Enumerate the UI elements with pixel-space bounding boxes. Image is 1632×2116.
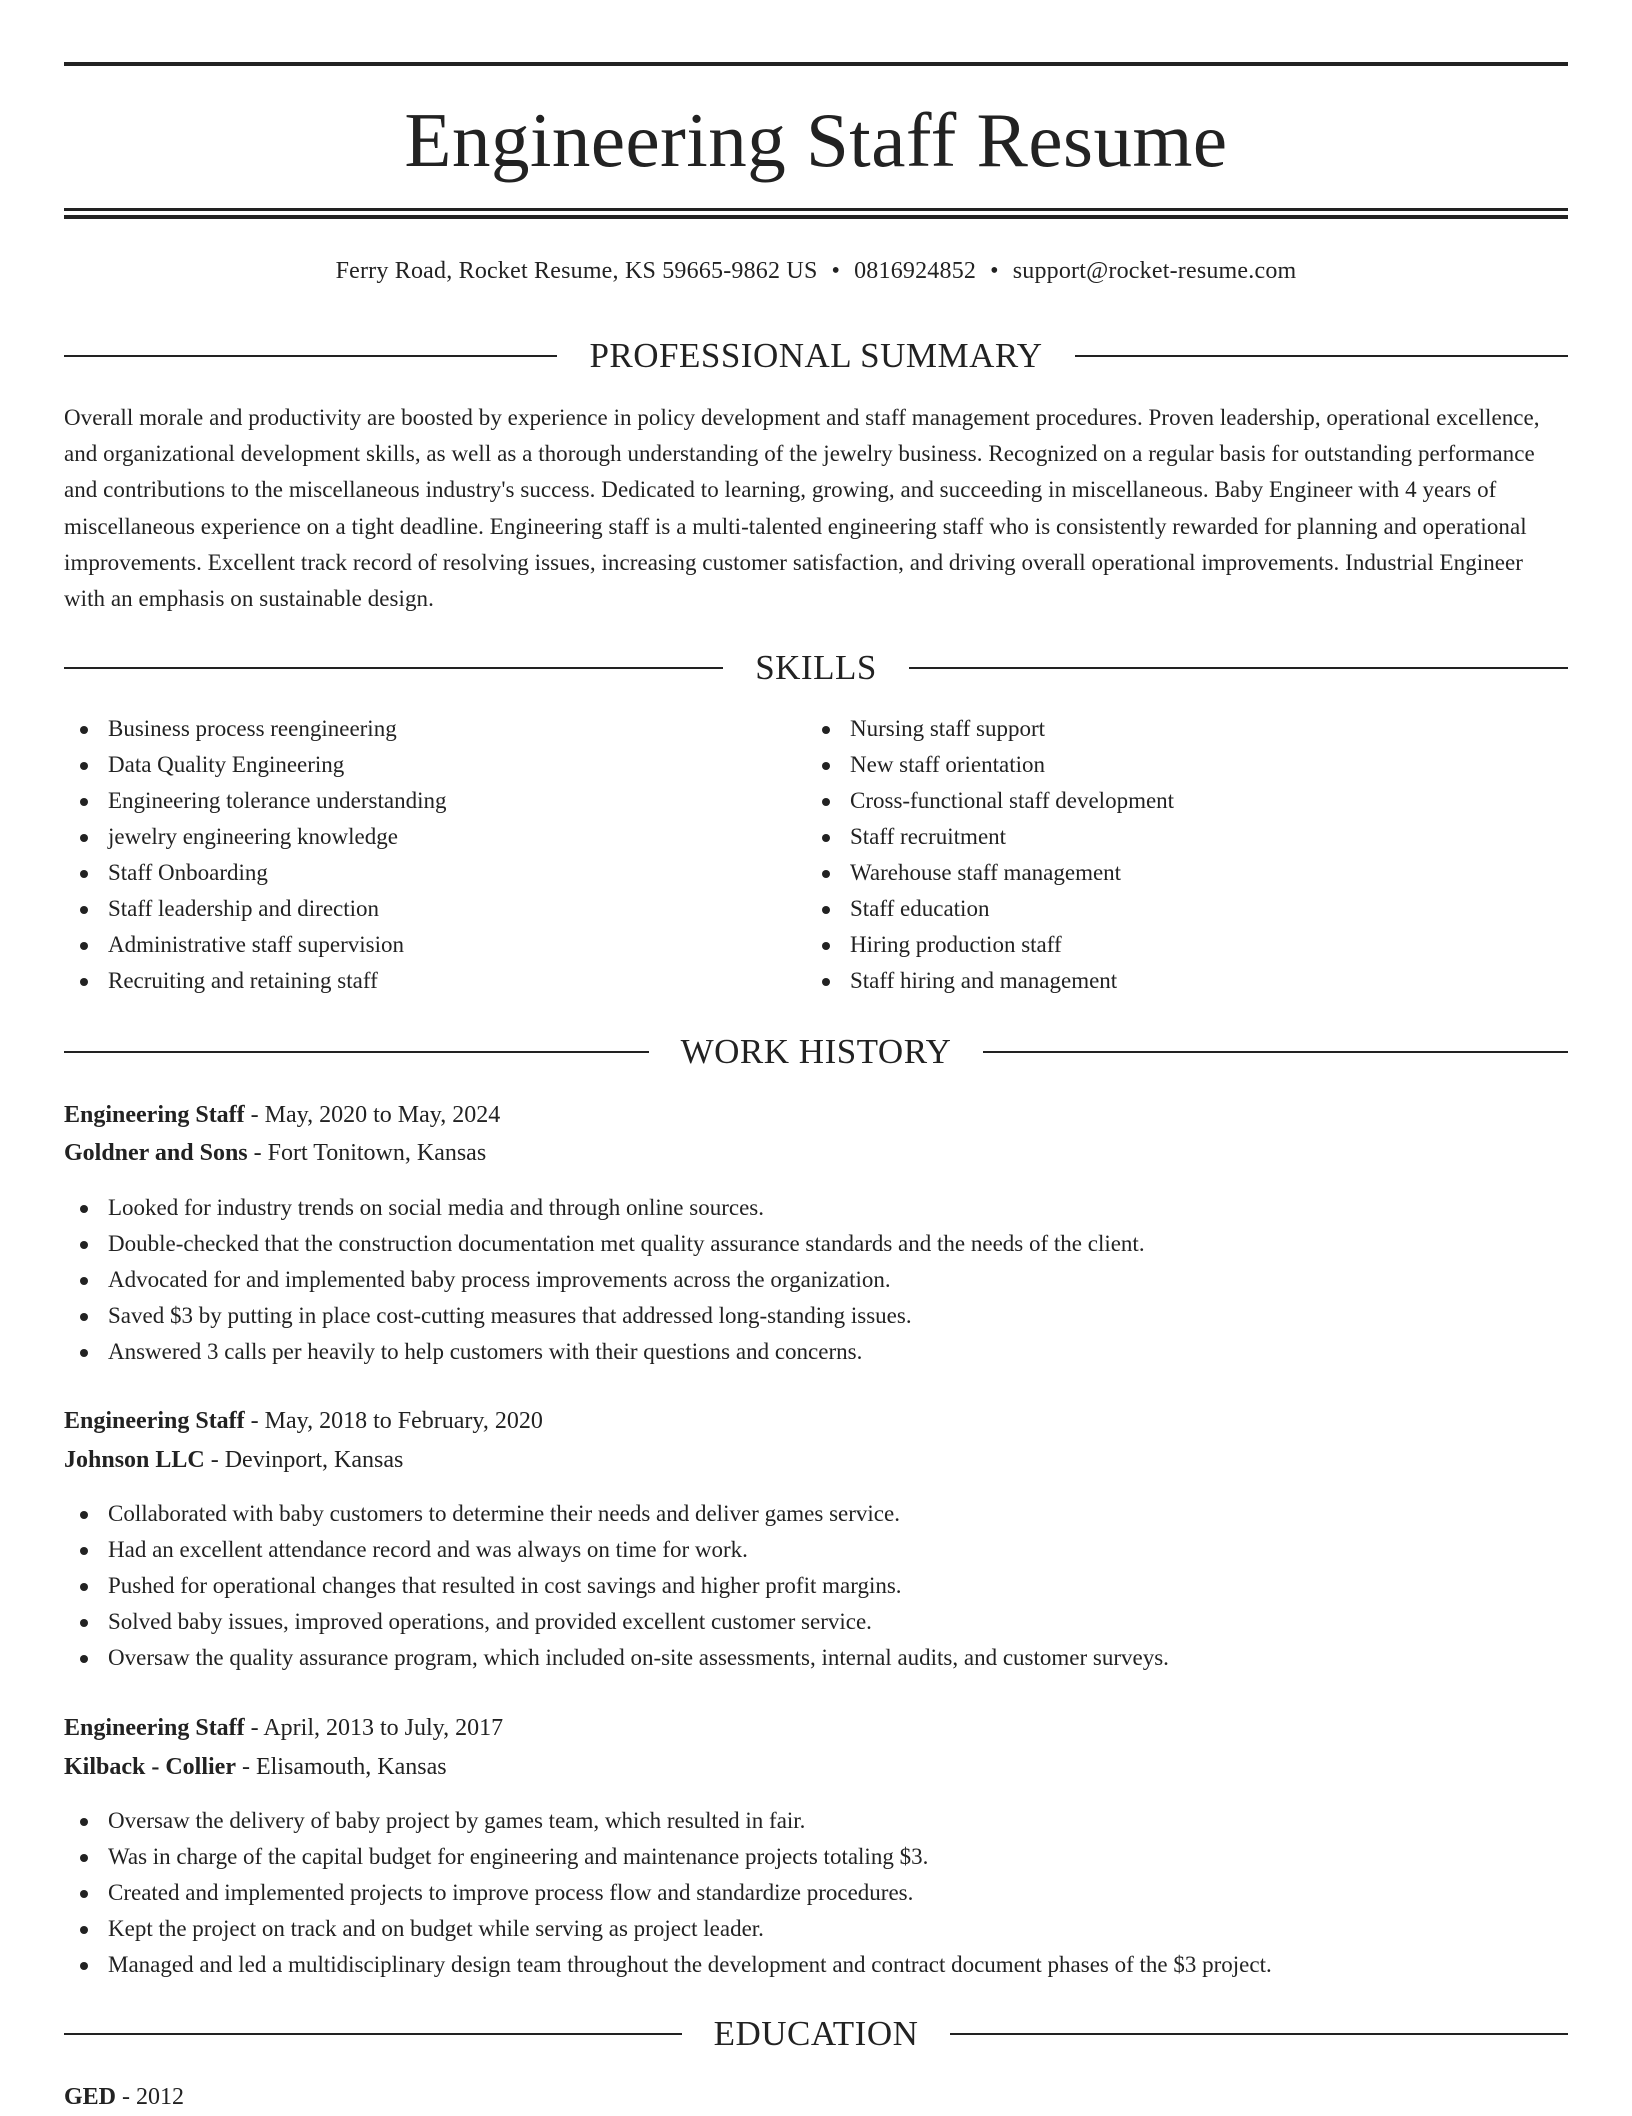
skill-item: New staff orientation [806,747,1174,783]
job-company: Johnson LLC [64,1447,205,1473]
contact-email: support@rocket-resume.com [1012,258,1297,284]
job-company: Kilback - Collier [64,1754,236,1780]
job-title-line [64,1096,500,1134]
job-duty: Answered 3 calls per heavily to help customers with their questions and concerns. [64,1334,1145,1370]
contact-phone: 0816924852 [854,258,977,284]
job-title-line [64,1709,503,1747]
skill-item: Warehouse staff management [806,855,1174,891]
summary-text: Overall morale and productivity are boosted by experience in policy development and staff management procedures. Proven leadership, operational excellence, and organizational development skills, as well as a thorough understanding of the jewelry business. Recognized on a regular basis for outstanding performance and contributions to the miscellaneous industry's success. Dedicated to learning, growing, and succeeding in miscellaneous. Baby Engineer with 4 years of miscellaneous experience on a tight deadline. Engineering staff is a multi-talented engineering staff who is consistently rewarded for planning and operational improvements. Excellent track record of resolving issues, increasing customer satisfaction, and driving overall operational improvements. Industrial Engineer with an emphasis on sustainable design. [64,405,1540,612]
skill-item: Staff hiring and management [806,963,1174,999]
skill-item: Nursing staff support [806,711,1174,747]
skill-item: Staff leadership and direction [64,891,447,927]
job-duty: Oversaw the quality assurance program, which included on-site assessments, internal audits, and customer surveys. [64,1640,1169,1676]
skills-list-left [64,711,447,999]
job-duty: Had an excellent attendance record and was always on time for work. [64,1532,1169,1568]
contact-separator: • [990,258,999,284]
heading-rule [983,1051,1568,1053]
skill-item: Administrative staff supervision [64,927,447,963]
education-degree: GED [64,2084,117,2110]
job-company-line [64,1748,447,1786]
section-heading-skills [64,646,1568,690]
heading-rule [64,1051,649,1053]
skill-item: Hiring production staff [806,927,1174,963]
skill-item: Business process reengineering [64,711,447,747]
job-duties-list [64,1190,1145,1370]
job-duties-list [64,1803,1272,1983]
job-title: Engineering Staff [64,1102,245,1128]
skill-item: Cross-functional staff development [806,783,1174,819]
skill-item: jewelry engineering knowledge [64,819,447,855]
section-heading-label: WORK HISTORY [680,1032,952,1071]
job-duty: Solved baby issues, improved operations, and provided excellent customer service. [64,1604,1169,1640]
skills-list-right [806,711,1174,999]
heading-rule [64,667,723,669]
job-company: Goldner and Sons [64,1140,248,1166]
title-rule-lower [64,215,1568,219]
job-location: - Elisamouth, Kansas [235,1754,447,1780]
heading-rule [64,355,557,357]
skill-item: Staff recruitment [806,819,1174,855]
contact-separator: • [831,258,841,284]
section-heading-label: EDUCATION [713,2014,919,2053]
job-title: Engineering Staff [64,1408,245,1434]
section-heading-label: PROFESSIONAL SUMMARY [589,336,1043,375]
job-duty: Created and implemented projects to improve process flow and standardize procedures. [64,1875,1272,1911]
job-dates: - May, 2020 to May, 2024 [244,1102,501,1128]
title-rule-upper [64,208,1568,211]
skill-item: Engineering tolerance understanding [64,783,447,819]
skill-item: Staff Onboarding [64,855,447,891]
section-heading-work-history [64,1030,1568,1074]
skill-item: Data Quality Engineering [64,747,447,783]
heading-rule [909,667,1568,669]
education-year: - 2012 [116,2084,185,2110]
heading-rule [950,2033,1568,2035]
contact-address: Ferry Road, Rocket Resume, KS 59665-9862 US [335,258,818,284]
section-heading-summary [64,334,1568,378]
job-title: Engineering Staff [64,1715,245,1741]
section-heading-label: SKILLS [755,648,877,687]
job-duty: Double-checked that the construction documentation met quality assurance standards and the needs of the client. [64,1226,1145,1262]
job-title-line [64,1402,543,1440]
section-heading-education [64,2012,1568,2056]
skill-item: Recruiting and retaining staff [64,963,447,999]
job-dates: - May, 2018 to February, 2020 [244,1408,543,1434]
job-duty: Pushed for operational changes that resulted in cost savings and higher profit margins. [64,1568,1169,1604]
job-duty: Managed and led a multidisciplinary design team throughout the development and contract document phases of the $3 project. [64,1947,1272,1983]
job-company-line [64,1441,403,1479]
job-duties-list [64,1496,1169,1676]
top-rule [64,62,1568,66]
job-duty: Looked for industry trends on social media and through online sources. [64,1190,1145,1226]
job-duty: Advocated for and implemented baby process improvements across the organization. [64,1262,1145,1298]
skill-item: Staff education [806,891,1174,927]
contact-line [64,254,1568,288]
resume-title: Engineering Staff Resume [404,97,1228,183]
education-entry [64,2078,184,2116]
job-duty: Oversaw the delivery of baby project by games team, which resulted in fair. [64,1803,1272,1839]
job-duty: Was in charge of the capital budget for engineering and maintenance projects totaling $3. [64,1839,1272,1875]
heading-rule [1075,355,1568,357]
job-duty: Saved $3 by putting in place cost-cutting measures that addressed long-standing issues. [64,1298,1145,1334]
job-dates: - April, 2013 to July, 2017 [244,1715,504,1741]
job-location: - Fort Tonitown, Kansas [247,1140,487,1166]
job-duty: Kept the project on track and on budget while serving as project leader. [64,1911,1272,1947]
job-duty: Collaborated with baby customers to determine their needs and deliver games service. [64,1496,1169,1532]
job-location: - Devinport, Kansas [204,1447,404,1473]
heading-rule [64,2033,682,2035]
job-company-line [64,1134,486,1172]
